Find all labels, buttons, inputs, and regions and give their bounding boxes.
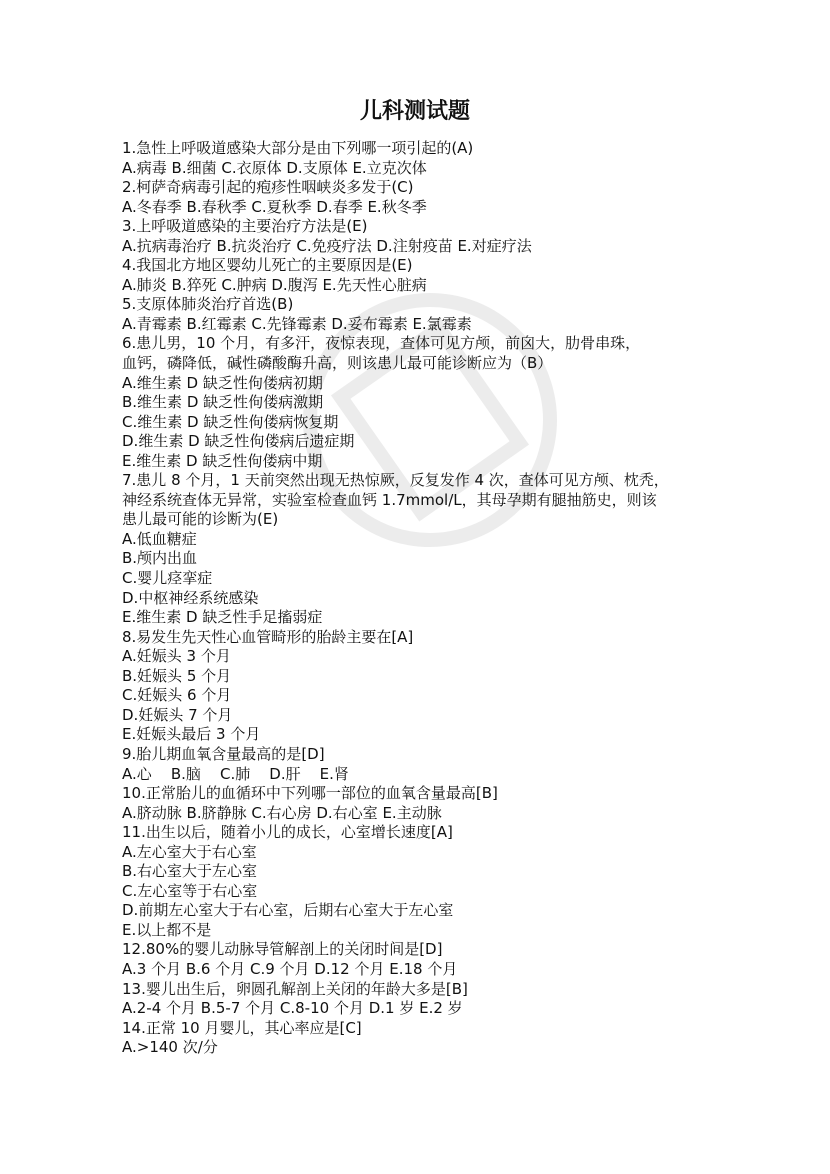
text-line: C.妊娠头 6 个月 (122, 686, 232, 705)
text-line: 13.婴儿出生后，卵圆孔解剖上关闭的年龄大多是[B] (122, 979, 468, 998)
text-line: 5.支原体肺炎治疗首选(B) (122, 295, 294, 314)
text-line: 1.急性上呼吸道感染大部分是由下列哪一项引起的(A) (122, 139, 474, 157)
text-line: A.抗病毒治疗 B.抗炎治疗 C.免疫疗法 D.注射疫苗 E.对症疗法 (122, 236, 532, 255)
text-line: 7.患儿 8 个月，1 天前突然出现无热惊厥，反复发作 4 次，查体可见方颅、枕秃， (122, 471, 669, 490)
text-line: 血钙，磷降低，碱性磷酸酶升高，则该患儿最可能诊断应为（B） (122, 354, 553, 373)
text-line: B.妊娠头 5 个月 (122, 666, 232, 685)
text-line: B.维生素 D 缺乏性佝偻病激期 (122, 393, 324, 412)
text-line: D.前期左心室大于右心室，后期右心室大于左心室 (122, 901, 454, 920)
text-line: 6.患儿男，10 个月，有多汗，夜惊表现，查体可见方颅，前囟大，肋骨串珠， (122, 334, 641, 353)
text-line: A.低血糖症 (122, 529, 197, 548)
text-line: E.维生素 D 缺乏性佝偻病中期 (122, 451, 323, 470)
text-line: 患儿最可能的诊断为(E) (122, 510, 279, 529)
text-line: A.2-4 个月 B.5-7 个月 C.8-10 个月 D.1 岁 E.2 岁 (122, 999, 463, 1018)
text-line: C.婴儿痉挛症 (122, 569, 213, 588)
text-line: 12.80%的婴儿动脉导管解剖上的关闭时间是[D] (122, 940, 443, 959)
text-line: 3.上呼吸道感染的主要治疗方法是(E) (122, 217, 368, 236)
text-line: A.肺炎 B.猝死 C.肿病 D.腹泻 E.先天性心脏病 (122, 275, 427, 294)
text-line: E.维生素 D 缺乏性手足搐弱症 (122, 608, 323, 627)
text-line: A.心 B.脑 C.肺 D.肝 E.肾 (122, 764, 349, 783)
text-line: 4.我国北方地区婴幼儿死亡的主要原因是(E) (122, 256, 413, 275)
text-line: A.病毒 B.细菌 C.衣原体 D.支原体 E.立克次体 (122, 158, 427, 177)
text-line: A.冬春季 B.春秋季 C.夏秋季 D.春季 E.秋冬季 (122, 197, 427, 216)
text-line: A.左心室大于右心室 (122, 842, 257, 861)
text-line: 14.正常 10 月婴儿，其心率应是[C] (122, 1018, 362, 1037)
text-line: A.维生素 D 缺乏性佝偻病初期 (122, 373, 323, 392)
text-line: A.3 个月 B.6 个月 C.9 个月 D.12 个月 E.18 个月 (122, 959, 458, 978)
text-line: D.维生素 D 缺乏性佝偻病后遗症期 (122, 432, 355, 451)
text-line: 2.柯萨奇病毒引起的疱疹性咽峡炎多发于(C) (122, 178, 414, 197)
text-line: A.青霉素 B.红霉素 C.先锋霉素 D.妥布霉素 E.氯霉素 (122, 314, 472, 333)
text-line: E.妊娠头最后 3 个月 (122, 725, 261, 744)
text-line: 9.胎儿期血氧含量最高的是[D] (122, 744, 325, 763)
text-line: D.中枢神经系统感染 (122, 588, 259, 607)
text-line: B.右心室大于左心室 (122, 862, 258, 881)
text-line: A.妊娠头 3 个月 (122, 647, 231, 666)
text-line: 8.易发生先天性心血管畸形的胎龄主要在[A] (122, 627, 414, 646)
text-line: A.>140 次/分 (122, 1038, 218, 1057)
document-body (122, 139, 722, 1058)
text-line: 11.出生以后，随着小儿的成长，心室增长速度[A] (122, 823, 453, 842)
text-line: C.维生素 D 缺乏性佝偻病恢复期 (122, 412, 339, 431)
text-line: A.脐动脉 B.脐静脉 C.右心房 D.右心室 E.主动脉 (122, 803, 442, 822)
text-line: B.颅内出血 (122, 549, 198, 568)
text-line: 10.正常胎儿的血循环中下列哪一部位的血氧含量最高[B] (122, 784, 498, 803)
text-line: E.以上都不是 (122, 920, 212, 939)
page-title: 儿科测试题 (359, 98, 470, 124)
text-line: C.左心室等于右心室 (122, 881, 258, 900)
text-line: D.妊娠头 7 个月 (122, 705, 233, 724)
text-line: 神经系统查体无异常，实验室检查血钙 1.7mmol/L，其母孕期有腿抽筋史，则该 (122, 490, 657, 509)
